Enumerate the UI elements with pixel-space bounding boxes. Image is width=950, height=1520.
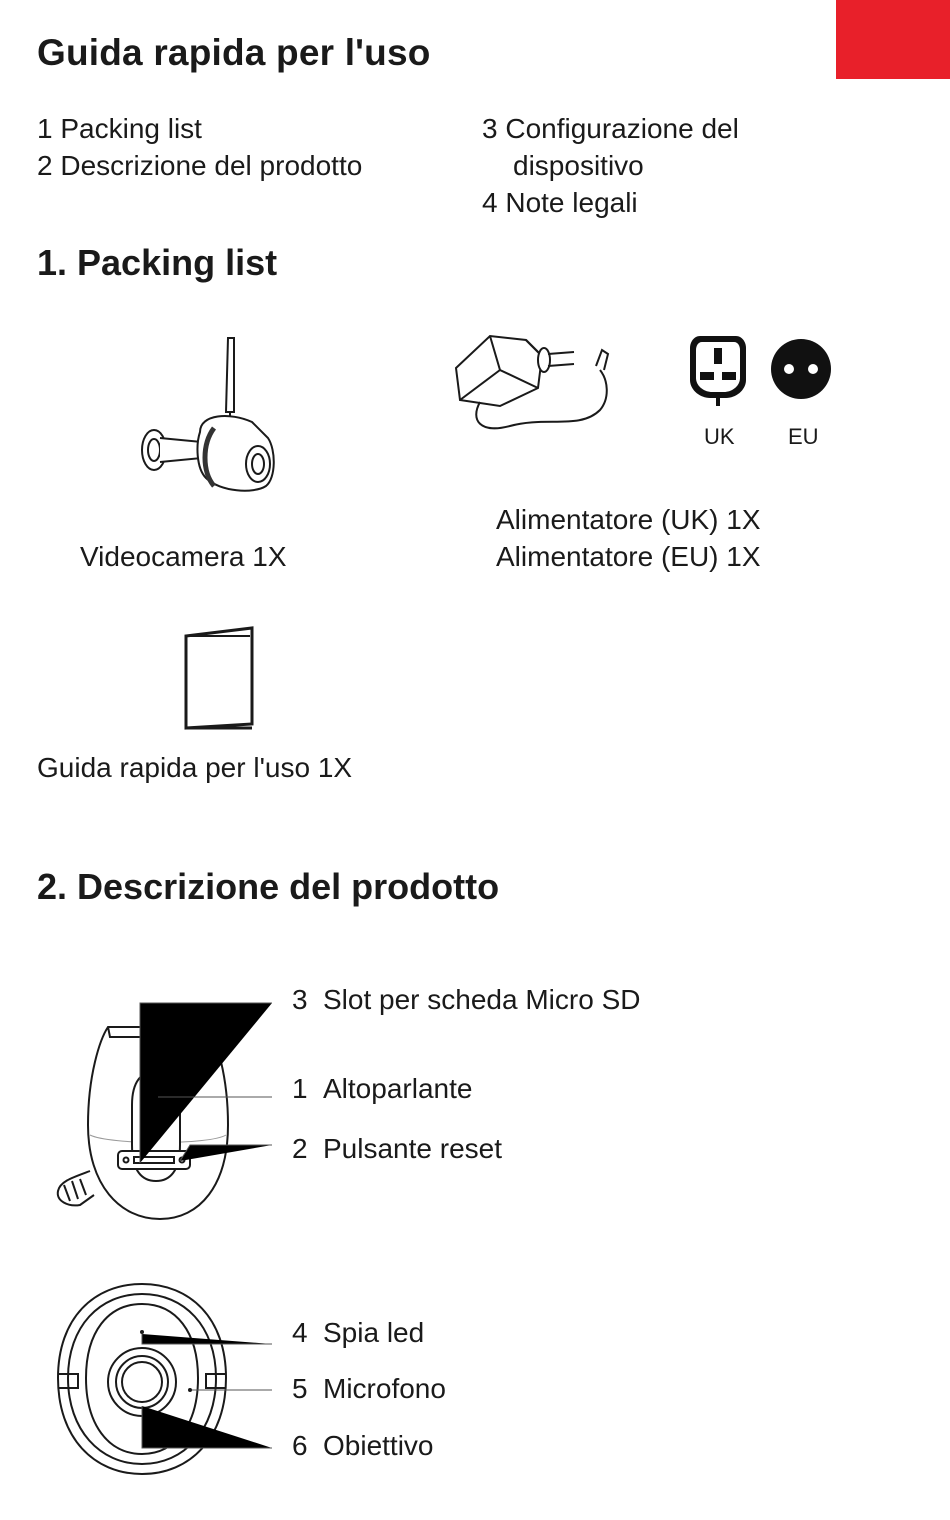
callout-reset-button: 2 Pulsante reset [292,1133,502,1164]
toc-right [482,110,739,221]
section-description-heading: 2. Descrizione del prodotto [37,866,500,907]
toc-left [37,110,362,184]
camera-back-view-icon [50,995,280,1225]
toc-item-1: 1 Packing list [37,113,202,144]
power-adapter-icon [450,330,625,440]
section-packing-heading: 1. Packing list [37,242,278,283]
red-corner-tab [836,0,950,79]
toc-item-3-cont: dispositivo [513,150,644,181]
uk-plug-label: UK [704,424,735,449]
toc-item-4: 4 Note legali [482,187,638,218]
camera-label: Videocamera 1X [80,541,287,572]
camera-front-view-icon [50,1278,280,1478]
camera-icon [130,332,280,502]
adapter-eu-label: Alimentatore (EU) 1X [496,541,761,572]
callout-microphone: 5 Microfono [292,1373,446,1404]
page-title: Guida rapida per l'uso [37,32,431,73]
callout-speaker: 1 Altoparlante [292,1073,473,1104]
eu-plug-label: EU [788,424,819,449]
toc-item-3: 3 Configurazione del [482,113,739,144]
guide-booklet-icon [182,624,258,732]
callout-microsd-slot: 3 Slot per scheda Micro SD [292,984,641,1015]
toc-item-2: 2 Descrizione del prodotto [37,150,363,181]
guide-label: Guida rapida per l'uso 1X [37,752,353,783]
eu-plug-icon [770,338,832,400]
callout-led: 4 Spia led [292,1317,425,1348]
adapter-uk-label: Alimentatore (UK) 1X [496,504,761,535]
uk-plug-icon [688,334,748,406]
callout-lens: 6 Obiettivo [292,1430,434,1461]
